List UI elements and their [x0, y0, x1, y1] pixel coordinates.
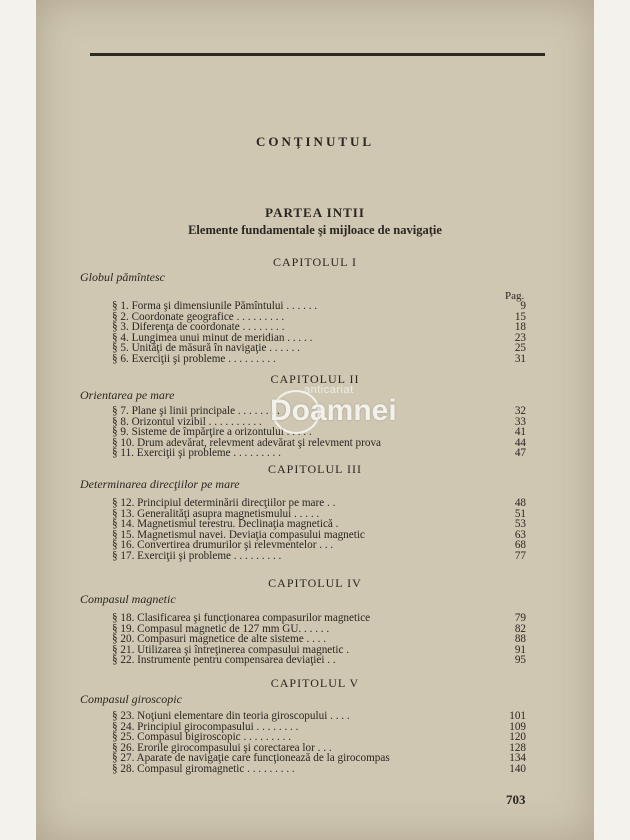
toc-entry-text: § 5. Unităţi de măsură în navigaţie . . . . . .	[112, 342, 300, 355]
book-page	[36, 0, 594, 840]
toc-entry-page: 79	[514, 612, 526, 624]
header-rule	[90, 53, 545, 56]
toc-entry-page: 101	[509, 710, 526, 722]
toc-entry-text: § 7. Plane şi linii principale . . . . . . . .	[112, 405, 280, 417]
toc-entry-page: 47	[514, 447, 526, 460]
section-heading: Compasul magnetic	[80, 592, 176, 606]
watermark-main-text: Doamnei	[270, 394, 397, 427]
toc-entry-page: 32	[514, 405, 526, 417]
part-title: PARTEA INTII	[265, 205, 365, 220]
toc-entry-page: 134	[509, 752, 526, 765]
chapter-title: CAPITOLUL II	[270, 372, 360, 386]
toc-entry-page: 68	[514, 539, 526, 552]
toc-entry-page: 15	[514, 310, 526, 323]
toc-entry-text: § 16. Convertirea drumurilor şi relevmentelor . . .	[112, 539, 334, 552]
toc-entry-text: § 22. Instrumente pentru compensarea deviaţiei . .	[112, 654, 336, 667]
toc-entry-text: § 14. Magnetismul terestru. Declinaţia magnetică .	[112, 518, 339, 531]
toc-entry-page: 9	[520, 300, 526, 312]
toc-entry-page: 128	[509, 741, 526, 754]
toc-entry-text: § 28. Compasul giromagnetic . . . . . . . . .	[112, 763, 295, 775]
toc-entry-text: § 11. Exerciţii şi probleme . . . . . . . . .	[112, 447, 281, 460]
toc-entry-text: § 15. Magnetismul navei. Deviaţia compasului magnetic	[112, 528, 365, 541]
part-subtitle: Elemente fundamentale şi mijloace de navigaţie	[188, 223, 442, 237]
toc-entry	[112, 654, 526, 667]
toc-entry-page: 63	[514, 528, 526, 541]
toc-entry-text: § 6. Exerciţii şi probleme . . . . . . . . .	[112, 353, 276, 365]
toc-entry-page: 140	[509, 763, 526, 775]
toc-entry-page: 23	[514, 331, 526, 344]
page-title: CONŢINUTUL	[255, 134, 375, 149]
toc-entry-text: § 21. Utilizarea şi întreţinerea compasului magnetic .	[112, 643, 350, 656]
toc-entry-page: 91	[514, 643, 526, 656]
toc-entry-text: § 19. Compasul magnetic de 127 mm GU. . . . . .	[112, 622, 330, 635]
toc-entry-page: 53	[514, 518, 526, 531]
toc-entry-page: 41	[514, 426, 526, 439]
watermark-top-text: anticariat	[304, 384, 354, 396]
toc-entry-text: § 23. Noţiuni elementare din teoria giroscopului . . . .	[112, 710, 350, 722]
toc-entry-page: 120	[509, 731, 526, 744]
toc-entry-text: § 17. Exerciţii şi probleme . . . . . . . . .	[112, 550, 282, 562]
chapter-title: CAPITOLUL I	[273, 255, 357, 269]
toc-entry-text: § 27. Aparate de navigaţie care funcţionează de la girocompas	[112, 752, 390, 765]
chapter-title: CAPITOLUL V	[270, 676, 360, 690]
toc-entry-text: § 1. Forma şi dimensiunile Pămîntului . . . . . .	[112, 300, 318, 312]
toc-entry-page: 48	[514, 497, 526, 509]
toc-entry	[112, 550, 526, 563]
toc-entry-page: 95	[514, 654, 526, 667]
toc-entry-text: § 13. Generalităţi asupra magnetismului . . . . .	[112, 507, 320, 520]
toc-entry-page: 25	[514, 342, 526, 355]
toc-entry-text: § 26. Erorile girocompasului şi corectarea lor . . .	[112, 741, 332, 754]
toc-entry	[112, 447, 526, 460]
toc-entry-text: § 18. Clasificarea şi funcţionarea compasurilor magnetice	[112, 612, 371, 624]
watermark-logo	[270, 384, 440, 434]
toc-entry-text: § 25. Compasul bigiroscopic . . . . . . . . .	[112, 731, 291, 744]
toc-entry-text: § 12. Principiul determinării direcţiilor pe mare . .	[112, 497, 336, 509]
section-heading: Determinarea direcţiilor pe mare	[80, 477, 240, 491]
toc-entry-text: § 8. Orizontul vizibil . . . . . . . . . .	[112, 415, 262, 428]
toc-entry-text: § 2. Coordonate geografice . . . . . . . . .	[112, 310, 285, 323]
toc-entry-text: § 10. Drum adevărat, relevment adevărat şi relevment prova	[112, 436, 382, 449]
section-heading: Compasul giroscopic	[80, 692, 182, 706]
toc-entry-page: 109	[509, 720, 526, 733]
toc-entry-page: 82	[514, 622, 526, 635]
toc-entry-page: 33	[514, 415, 526, 428]
chapter-title: CAPITOLUL IV	[268, 576, 362, 590]
toc-entry-text: § 20. Compasuri magnetice de alte sisteme . . . .	[112, 633, 327, 646]
toc-entry-page: 31	[514, 353, 526, 365]
pag-label: Pag.	[505, 290, 525, 302]
toc-entry-text: § 24. Principiul girocompasului . . . . . . . .	[112, 720, 299, 733]
toc-entry-page: 44	[514, 436, 526, 449]
toc-entry-page: 18	[514, 321, 526, 334]
toc-entry	[112, 763, 526, 776]
toc-entry-text: § 4. Lungimea unui minut de meridian . . . . .	[112, 331, 313, 344]
toc-entry-page: 88	[514, 633, 526, 646]
toc-entry-page: 51	[514, 507, 526, 520]
toc-entry	[112, 353, 526, 366]
toc-entry-text: § 3. Diferenţa de coordonate . . . . . . . .	[112, 321, 285, 334]
chapter-title: CAPITOLUL III	[268, 462, 362, 476]
toc-entry-text: § 9. Sisteme de împărţire a orizontului . . . . .	[112, 426, 312, 439]
section-heading: Orientarea pe mare	[80, 388, 175, 402]
page-number: 703	[506, 792, 526, 807]
section-heading: Globul pămîntesc	[80, 270, 165, 284]
toc-entry-page: 77	[514, 550, 526, 562]
